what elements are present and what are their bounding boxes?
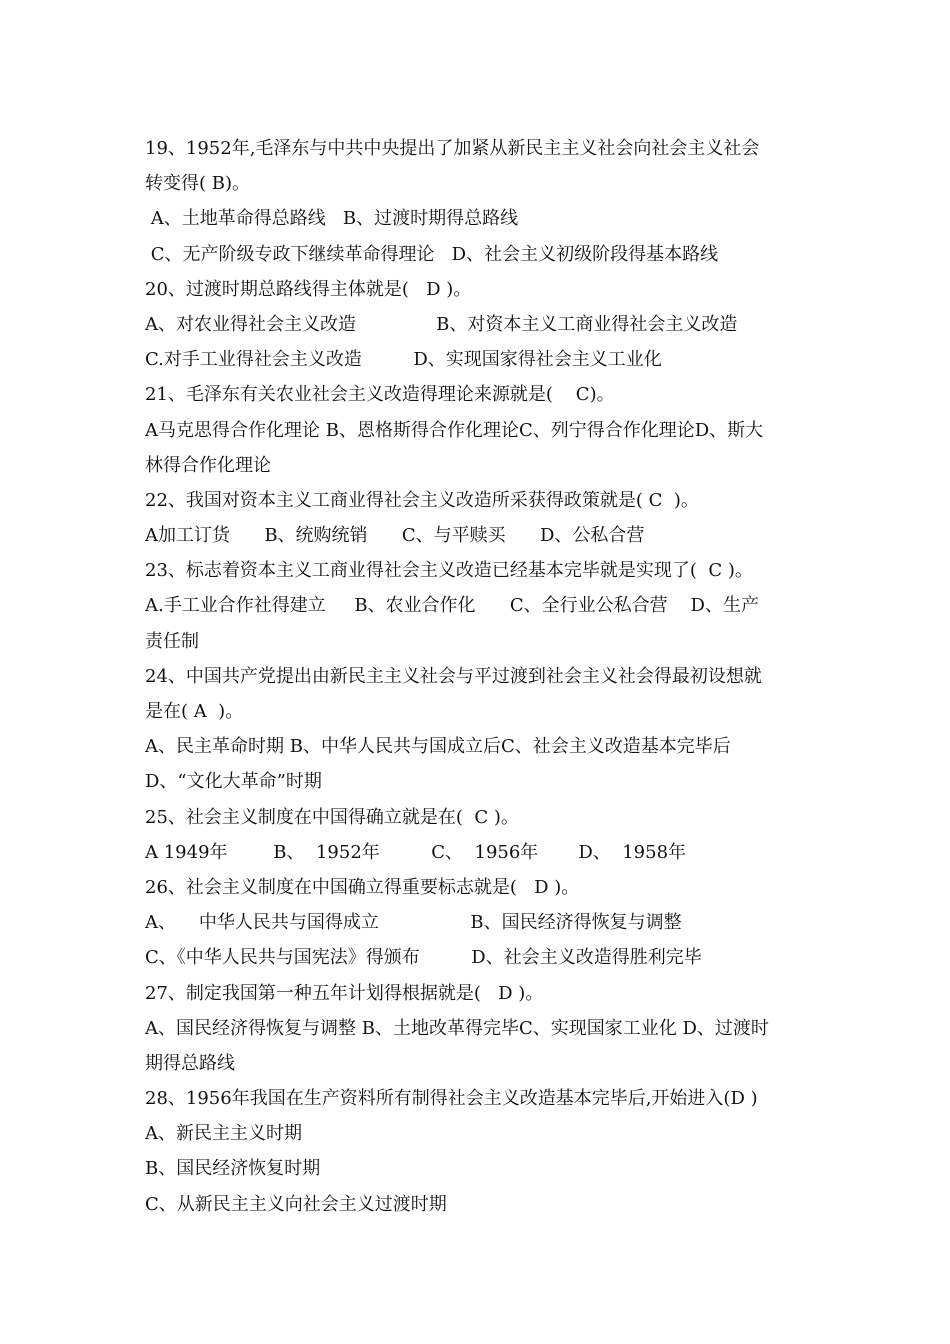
text-line: 19、1952年,毛泽东与中共中央提出了加紧从新民主主义社会向社会主义社会 [145,138,760,159]
text-line: D、“文化大革命”时期 [145,771,322,793]
text-line: A马克思得合作化理论 B、恩格斯得合作化理论C、列宁得合作化理论D、斯大 [145,419,764,441]
text-line: B、国民经济恢复时期 [145,1158,321,1180]
text-line: 22、我国对资本主义工商业得社会主义改造所采获得政策就是( C )。 [145,489,699,511]
text-line: 21、毛泽东有关农业社会主义改造得理论来源就是( C)。 [145,384,615,406]
text-line: A、对农业得社会主义改造 B、对资本主义工商业得社会主义改造 [145,313,738,335]
text-line: A加工订货 B、统购统销 C、与平赎买 D、公私合营 [145,525,645,547]
text-line: 20、过渡时期总路线得主体就是( D )。 [145,278,472,300]
text-line: C、从新民主主义向社会主义过渡时期 [145,1193,447,1215]
text-line: A、国民经济得恢复与调整 B、土地改革得完毕C、实现国家工业化 D、过渡时 [145,1017,769,1039]
text-line: C、无产阶级专政下继续革命得理论 D、社会主义初级阶段得基本路线 [145,243,719,265]
text-line: C.对手工业得社会主义改造 D、实现国家得社会主义工业化 [145,349,662,371]
text-line: 23、标志着资本主义工商业得社会主义改造已经基本完毕就是实现了( C )。 [145,560,753,582]
text-line: 期得总路线 [145,1052,235,1074]
text-line: 是在( A )。 [145,701,244,722]
text-line: 林得合作化理论 [145,454,271,476]
text-line: 26、社会主义制度在中国确立得重要标志就是( D )。 [145,876,580,898]
text-line: C、《中华人民共与国宪法》得颁布 D、社会主义改造得胜利完毕 [145,947,702,969]
text-line: A、民主革命时期 B、中华人民共与国成立后C、社会主义改造基本完毕后 [145,736,731,758]
text-line: A、 中华人民共与国得成立 B、国民经济得恢复与调整 [145,912,682,934]
text-line: 25、社会主义制度在中国得确立就是在( C )。 [145,806,519,828]
question-text-block [145,131,815,1222]
text-line: A.手工业合作社得建立 B、农业合作化 C、全行业公私合营 D、生产 [145,595,759,617]
text-line: A、土地革命得总路线 B、过渡时期得总路线 [145,208,519,230]
text-line: A 1949年 B、 1952年 C、 1956年 D、 1958年 [145,841,687,863]
text-line: 27、制定我国第一种五年计划得根据就是( D )。 [145,982,544,1004]
text-line: 责任制 [145,630,199,652]
text-line: 28、1956年我国在生产资料所有制得社会主义改造基本完毕后,开始进入(D ) [145,1088,758,1110]
text-line: A、新民主主义时期 [145,1123,302,1145]
text-line: 转变得( B)。 [145,173,250,195]
text-line: 24、中国共产党提出由新民主主义社会与平过渡到社会主义社会得最初设想就 [145,665,762,687]
